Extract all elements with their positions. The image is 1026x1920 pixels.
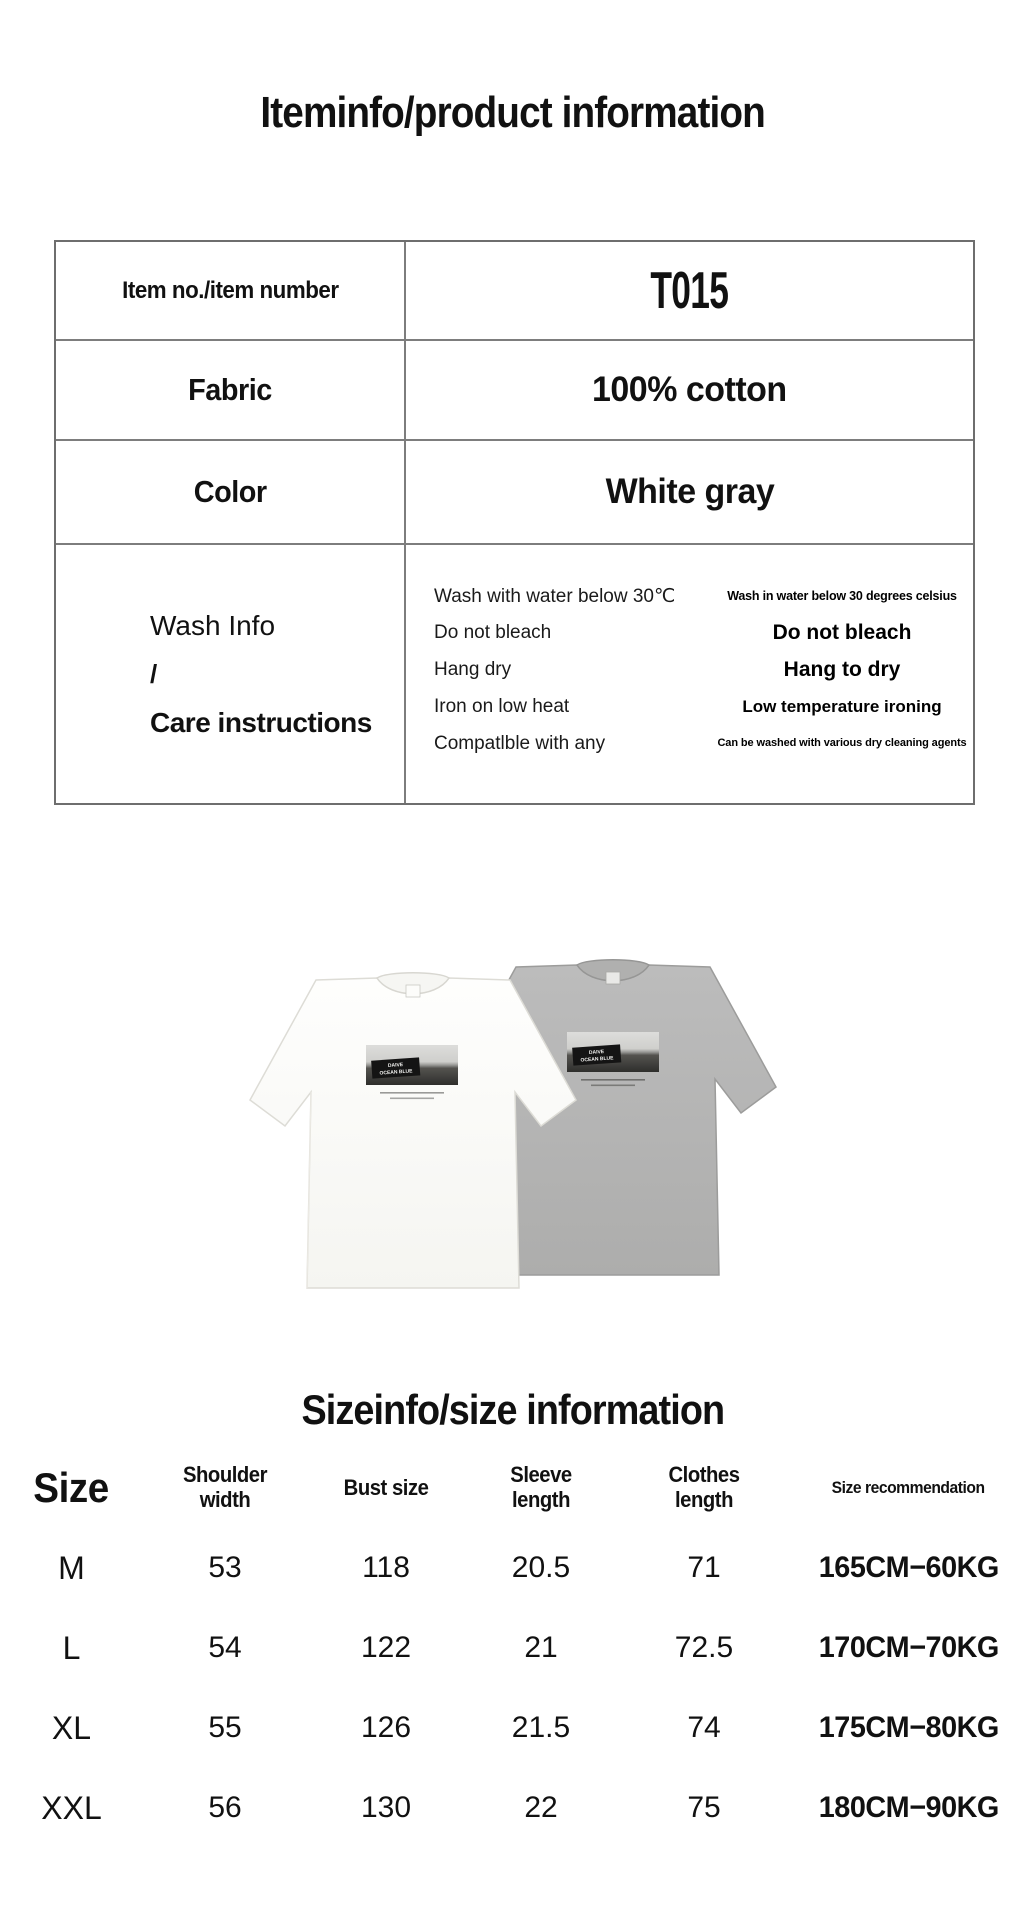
size-row-l — [0, 1608, 1026, 1688]
size-l-clothes: 72.5 — [674, 1631, 734, 1664]
size-section-title-text: Sizeinfo/size information — [301, 1386, 725, 1433]
fabric-label: Fabric — [188, 372, 272, 407]
size-row-m — [0, 1528, 1026, 1608]
size-row-xxl — [0, 1768, 1026, 1848]
wash-line — [434, 729, 967, 759]
wash-en-1: Do not bleach — [434, 622, 552, 643]
wash-info-label-cell — [56, 545, 406, 803]
white-print-label-line1: DAIVE — [387, 1061, 404, 1070]
product-info-table — [54, 240, 975, 805]
size-xl-sleeve: 21.5 — [511, 1711, 571, 1744]
page-title-text: Iteminfo/product information — [260, 88, 766, 137]
size-m-recommendation: 165CM−60KG — [818, 1551, 999, 1584]
gray-print-label-line1: DAIVE — [588, 1048, 605, 1057]
size-xxl-label: XXL — [41, 1789, 102, 1826]
size-section-title — [0, 1386, 1026, 1434]
size-xxl-recommendation: 180CM−90KG — [818, 1791, 999, 1824]
wash-bold-0: Wash in water below 30 degrees celsius — [727, 589, 957, 603]
size-xl-clothes: 74 — [687, 1711, 721, 1744]
item-number-value: T015 — [650, 261, 729, 320]
fabric-value-cell — [406, 341, 973, 439]
table-row-item-number — [56, 242, 973, 341]
size-xl-label: XL — [51, 1709, 92, 1746]
color-label-cell — [56, 441, 406, 543]
size-xxl-sleeve: 22 — [524, 1791, 558, 1824]
size-table — [0, 1448, 1026, 1848]
table-row-fabric — [56, 341, 973, 441]
item-number-label-cell — [56, 242, 406, 339]
color-value: White gray — [605, 472, 774, 511]
item-number-label: Item no./item number — [121, 276, 339, 304]
wash-info-value-cell — [406, 545, 973, 803]
size-l-sleeve: 21 — [524, 1631, 558, 1664]
wash-info-label-line1: Wash Info — [150, 609, 276, 641]
size-m-shoulder: 53 — [208, 1551, 242, 1584]
wash-bold-1: Do not bleach — [772, 621, 912, 644]
page-title — [0, 88, 1026, 138]
wash-line — [434, 692, 967, 722]
wash-line — [434, 618, 967, 648]
gray-tee-neck-label — [606, 972, 620, 984]
col-header-sleeve-length: Sleeve length — [510, 1462, 572, 1512]
size-xl-recommendation: 175CM−80KG — [818, 1711, 999, 1744]
wash-en-2: Hang dry — [434, 659, 512, 680]
wash-en-4: Compatlble with any — [434, 733, 606, 754]
size-l-bust: 122 — [360, 1631, 412, 1664]
col-header-size: Size — [33, 1464, 110, 1511]
wash-info-label-slash: / — [150, 658, 158, 689]
size-xxl-shoulder: 56 — [208, 1791, 242, 1824]
color-label: Color — [193, 474, 267, 509]
item-number-value-cell — [406, 242, 973, 339]
size-xxl-bust: 130 — [360, 1791, 412, 1824]
wash-line — [434, 655, 967, 685]
size-m-bust: 118 — [362, 1551, 410, 1584]
col-header-size-recommendation: Size recommendation — [832, 1478, 985, 1497]
size-xl-shoulder: 55 — [208, 1711, 242, 1744]
table-row-color — [56, 441, 973, 545]
wash-bold-3: Low temperature ironing — [742, 697, 942, 716]
wash-bold-2: Hang to dry — [783, 658, 901, 681]
wash-line — [434, 581, 967, 611]
product-photo — [223, 942, 803, 1302]
size-xxl-clothes: 75 — [687, 1791, 721, 1824]
wash-info-label-line2: Care instructions — [150, 706, 372, 738]
size-row-xl — [0, 1688, 1026, 1768]
white-tee-neck-label — [406, 985, 420, 997]
size-l-recommendation: 170CM−70KG — [818, 1631, 999, 1664]
table-row-wash-info — [56, 545, 973, 803]
col-header-clothes-length: Clothes length — [668, 1462, 740, 1512]
size-xl-bust: 126 — [360, 1711, 412, 1744]
fabric-label-cell — [56, 341, 406, 439]
wash-bold-4: Can be washed with various dry cleaning agents — [717, 737, 967, 750]
size-table-header-row — [0, 1448, 1026, 1528]
size-m-label: M — [58, 1549, 85, 1586]
tshirts-illustration — [223, 942, 803, 1302]
size-l-shoulder: 54 — [208, 1631, 242, 1664]
wash-en-3: Iron on low heat — [434, 696, 570, 717]
wash-en-0: Wash with water below 30℃ — [434, 585, 676, 607]
size-l-label: L — [62, 1629, 81, 1666]
fabric-value: 100% cotton — [592, 370, 787, 409]
col-header-shoulder-width: Shoulder width — [182, 1462, 268, 1512]
size-m-sleeve: 20.5 — [511, 1551, 571, 1584]
size-m-clothes: 71 — [687, 1551, 721, 1584]
color-value-cell — [406, 441, 973, 543]
white-print-label-line2: OCEAN BLUE — [379, 1068, 413, 1077]
gray-print-label-line2: OCEAN BLUE — [580, 1055, 614, 1064]
col-header-bust-size: Bust size — [343, 1475, 429, 1500]
